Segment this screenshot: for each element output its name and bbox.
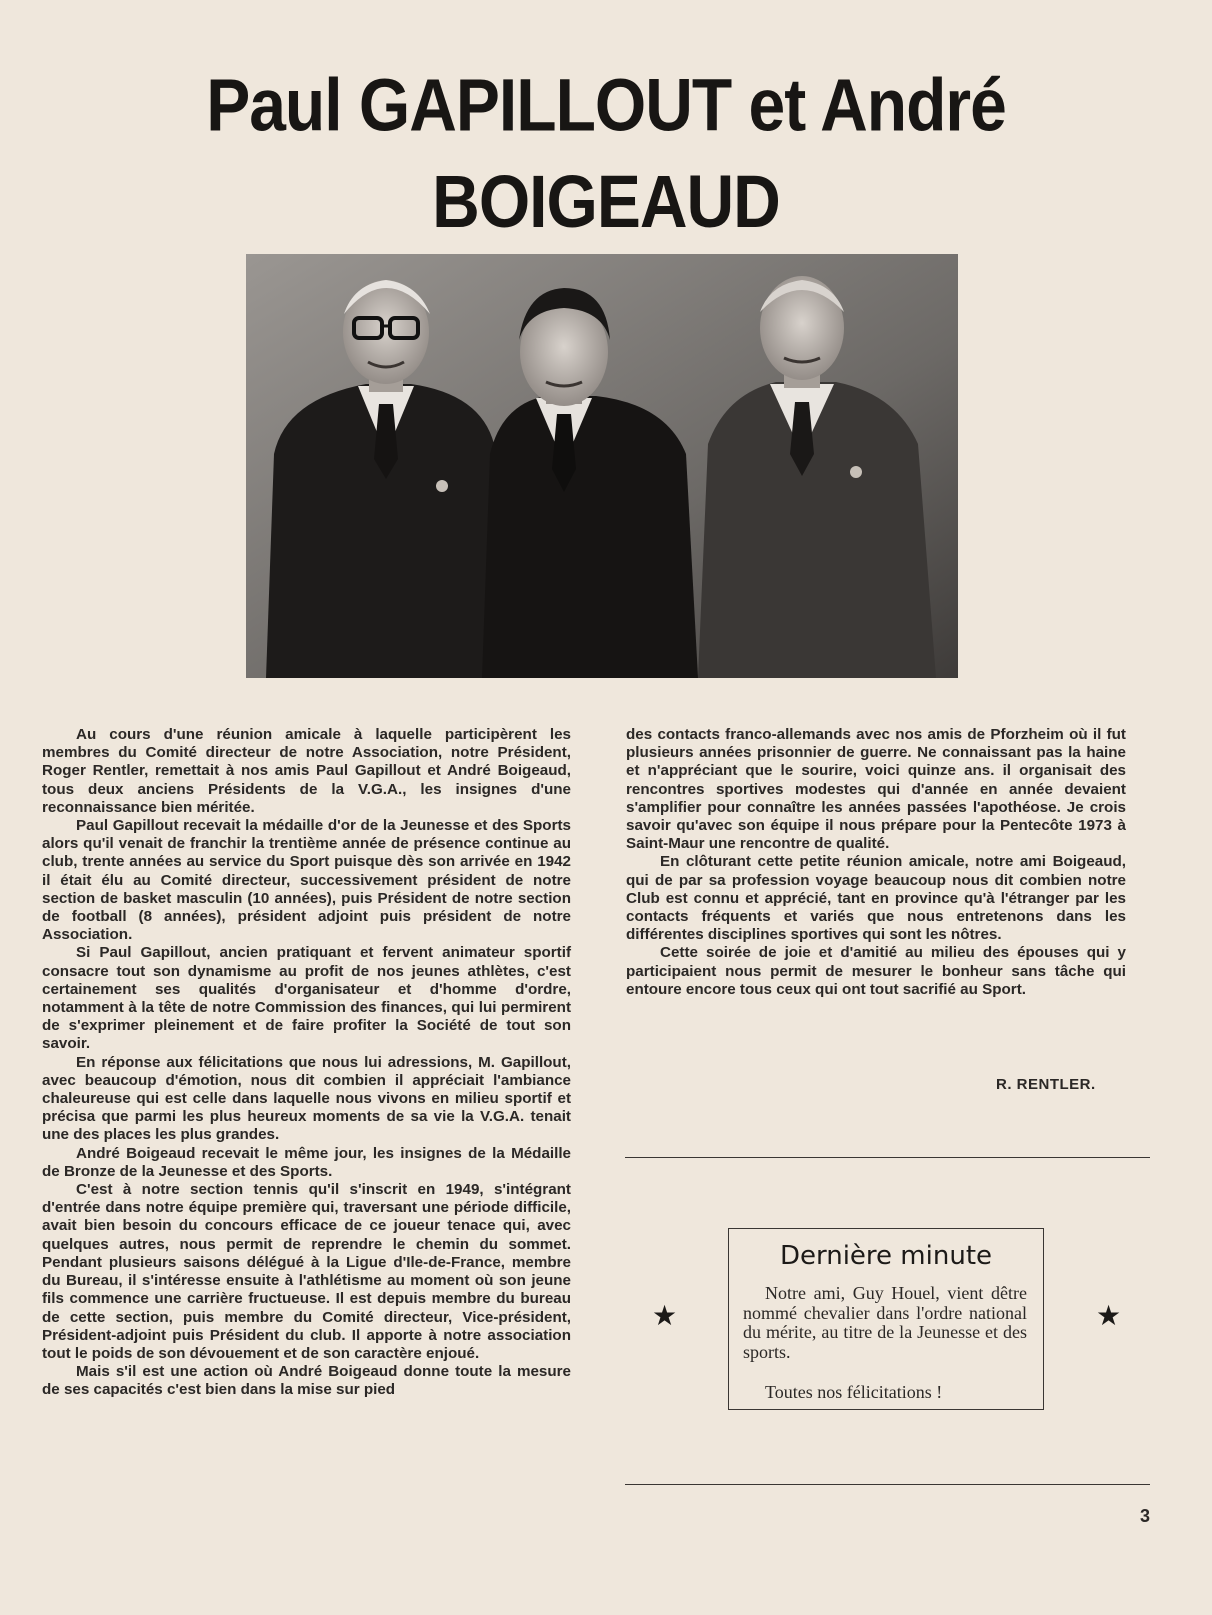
title-line-1: Paul GAPILLOUT et André BOIGEAUD bbox=[206, 63, 1006, 243]
article-column-left bbox=[42, 726, 571, 1400]
paragraph: Cette soirée de joie et d'amitié au milieu des épouses qui y participaient nous permit de mesurer le bonheur sans tâche qui entoure encore tous ceux qui ont tout sacrifié au Sport. bbox=[626, 944, 1126, 998]
paragraph: André Boigeaud recevait le même jour, les insignes de la Médaille de Bronze de la Jeunesse et des Sports. bbox=[42, 1144, 571, 1180]
paragraph: C'est à notre section tennis qu'il s'inscrit en 1949, s'intégrant d'entrée dans notre équipe première qui, traversant une période difficile, avait bien besoin du concours efficace de ce joueur tenace qui, avec quelques autres, nous permit de reprendre le chemin du sommet. Pendant plusieurs saisons délégué à la Ligue d'Ile-de-France, membre du Bureau, il s'intéresse ensuite à l'athlétisme au moment où son jeune fils commence une carrière fructueuse. Il est depuis membre du bureau de cette section, puis membre du Comité directeur, Vice-président, Président-adjoint puis Président du club. Il apporte à notre association tout le poids de son dévouement et de son caractère enjoué. bbox=[42, 1181, 571, 1362]
page-number: 3 bbox=[1140, 1506, 1151, 1526]
article-photo bbox=[246, 254, 958, 678]
paragraph: En réponse aux félicitations que nous lui adressions, M. Gapillout, avec beaucoup d'émotion, nous dit combien il appréciait l'ambiance chaleureuse qui est celle dans laquelle nous vivons en milieu sportif et précisa que parmi les plus heureux moments de sa vie la V.G.A. tenait une des places les plus grandes. bbox=[42, 1053, 571, 1144]
paragraph: En clôturant cette petite réunion amicale, notre ami Boigeaud, qui de par sa profession voyage beaucoup nous dit combien notre Club est connu et apprécié, tant en province qu'à l'étranger par les contacts fréquents et variés que nous entretenons dans les différentes disciplines sportives qui sont les nôtres. bbox=[626, 853, 1126, 944]
article-column-right bbox=[626, 726, 1126, 999]
paragraph: Au cours d'une réunion amicale à laquelle participèrent les membres du Comité directeur de notre Association, notre Président, Roger Rentler, remettait à nos amis Paul Gapillout et André Boigeaud, tous deux anciens Présidents de la V.G.A., les insignes d'une reconnaissance bien méritée. bbox=[42, 726, 571, 816]
photo-illustration bbox=[246, 254, 958, 678]
box-text: Notre ami, Guy Houel, vient dêtre nommé chevalier dans l'ordre national du mérite, au titre de la Jeunesse et des sports. bbox=[743, 1283, 1027, 1362]
last-minute-box bbox=[728, 1228, 1044, 1410]
box-title: Dernière minute bbox=[779, 1241, 993, 1271]
divider-bottom bbox=[625, 1484, 1150, 1485]
star-right-icon: ★ bbox=[1096, 1300, 1122, 1331]
paragraph: des contacts franco-allemands avec nos amis de Pforzheim où il fut plusieurs années prisonnier de guerre. Ne connaissant pas la haine et n'appréciant que le sourire, voici quinze ans. il organisait des rencontres sportives modestes qui d'année en année devaient s'amplifier pour connaître les années passées l'apothéose. Je crois savoir qu'avec son équipe il nous prépare pour la Pentecôte 1973 à Saint-Maur une rencontre de qualité. bbox=[626, 726, 1126, 853]
paragraph: Mais s'il est une action où André Boigeaud donne toute la mesure de ses capacités c'est bien dans la mise sur pied bbox=[42, 1363, 571, 1399]
box-closing: Toutes nos félicitations ! bbox=[765, 1382, 943, 1402]
star-left-icon: ★ bbox=[652, 1300, 678, 1331]
article-signature: R. RENTLER. bbox=[996, 1076, 1096, 1093]
paragraph: Si Paul Gapillout, ancien pratiquant et fervent animateur sportif consacre tout son dynamisme au profit de nos jeunes athlètes, c'est certainement ses qualités d'organisateur et d'homme d'ordre, notamment à la tête de notre Commission des finances, qui lui permirent de s'exprimer pleinement et de faire profiter la Société de tout son savoir. bbox=[42, 944, 571, 1053]
paragraph: Paul Gapillout recevait la médaille d'or de la Jeunesse et des Sports alors qu'il venait de franchir la trentième année de présence continue au club, trente années au service du Sport puisque dès son arrivée en 1942 il était élu au Comité directeur, successivement président de notre section de basket masculin (10 années), puis Président de notre section de football (8 années), président adjoint puis président de notre Association. bbox=[42, 817, 571, 944]
divider-top bbox=[625, 1157, 1150, 1158]
